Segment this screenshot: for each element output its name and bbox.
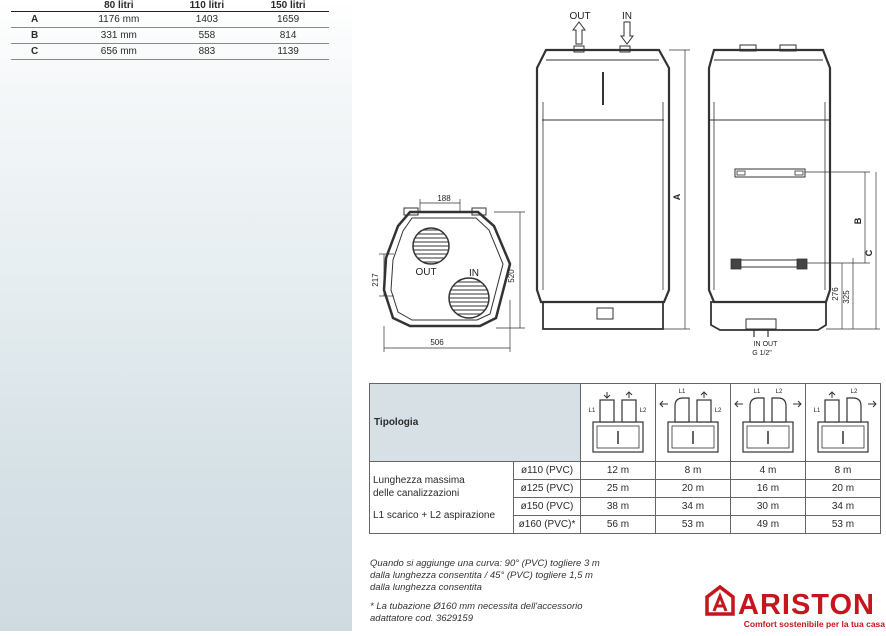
technical-drawing	[352, 0, 886, 380]
cell-110: 1403	[167, 12, 248, 28]
pipe-cell: ø125 (PVC)	[514, 480, 581, 498]
adapter-note-line-2: adattatore cod. 3629159	[370, 613, 474, 624]
typology-icon-1	[581, 384, 656, 462]
value-cell: 30 m	[731, 498, 806, 516]
value-cell: 25 m	[581, 480, 656, 498]
value-cell: 12 m	[581, 462, 656, 480]
header-80: 80 litri	[71, 0, 167, 12]
config-3-icon	[731, 384, 805, 458]
value-cell: 4 m	[731, 462, 806, 480]
side-view	[709, 45, 880, 337]
adapter-note-line-1: * La tubazione Ø160 mm necessita dell'accessorio	[370, 601, 583, 612]
header-150: 150 litri	[247, 0, 329, 12]
config-1-icon	[581, 384, 655, 458]
dimensions-header-row	[11, 0, 329, 12]
side-dim-b: B	[853, 217, 863, 225]
pipe-cell: ø150 (PVC)	[514, 498, 581, 516]
value-cell: 16 m	[731, 480, 806, 498]
header-110: 110 litri	[167, 0, 248, 12]
ariston-logo	[704, 584, 886, 631]
desc-spacer	[373, 500, 513, 509]
top-out-label: OUT	[415, 267, 437, 278]
value-cell: 53 m	[806, 516, 881, 534]
pipe-cell: ø160 (PVC)*	[514, 516, 581, 534]
left-panel	[0, 0, 352, 631]
table-row	[11, 12, 329, 28]
curve-note-line-1: Quando si aggiunge una curva: 90° (PVC) togliere 3 m	[370, 558, 600, 569]
cell-80: 331 mm	[71, 28, 167, 44]
config-4-icon	[806, 384, 880, 458]
cell-150: 1659	[247, 12, 329, 28]
value-cell: 53 m	[656, 516, 731, 534]
value-cell: 38 m	[581, 498, 656, 516]
row-label: C	[11, 44, 71, 60]
cell-110: 558	[167, 28, 248, 44]
desc-line-2: delle canalizzazioni	[373, 487, 460, 499]
typology-header: Tipologia	[370, 384, 581, 462]
desc-line-3: L1 scarico + L2 aspirazione	[373, 509, 496, 521]
dimensions-table	[11, 0, 329, 60]
front-out-label: OUT	[569, 11, 591, 22]
curve-note	[370, 558, 660, 594]
top-dim-520: 520	[507, 269, 516, 283]
value-cell: 49 m	[731, 516, 806, 534]
top-dim-188: 188	[437, 194, 451, 203]
table-row	[370, 462, 881, 480]
top-view	[379, 199, 525, 352]
typology-icon-4	[806, 384, 881, 462]
table-row	[11, 28, 329, 44]
brand-name: ARISTON	[738, 589, 875, 621]
side-out-label: OUT	[762, 341, 778, 348]
row-label: B	[11, 28, 71, 44]
pipe-cell: ø110 (PVC)	[514, 462, 581, 480]
config-1-l1: L1	[588, 408, 596, 414]
typology-icon-2	[656, 384, 731, 462]
curve-note-line-2: dalla lunghezza consentita / 45° (PVC) togliere 1,5 m	[370, 570, 593, 581]
top-in-label: IN	[469, 268, 479, 279]
value-cell: 56 m	[581, 516, 656, 534]
value-cell: 8 m	[806, 462, 881, 480]
adapter-note	[370, 601, 660, 625]
front-view	[537, 22, 690, 329]
curve-note-line-3: dalla lunghezza consentita	[370, 582, 482, 593]
front-dim-a: A	[672, 193, 682, 201]
top-dim-217: 217	[371, 273, 380, 287]
table-row	[11, 44, 329, 60]
row-label: A	[11, 12, 71, 28]
typology-table	[369, 383, 881, 534]
cell-150: 814	[247, 28, 329, 44]
config-3-l1: L1	[753, 389, 761, 395]
value-cell: 20 m	[806, 480, 881, 498]
side-thread-label: G 1/2"	[752, 350, 772, 357]
top-dim-506: 506	[430, 338, 444, 347]
value-cell: 34 m	[806, 498, 881, 516]
value-cell: 34 m	[656, 498, 731, 516]
side-dim-276: 276	[831, 287, 840, 301]
header-empty	[11, 0, 71, 12]
config-1-l2: L2	[639, 408, 647, 414]
config-2-l1: L1	[678, 389, 686, 395]
config-2-l2: L2	[714, 408, 722, 414]
typology-icon-3	[731, 384, 806, 462]
side-dim-c: C	[864, 249, 874, 257]
value-cell: 20 m	[656, 480, 731, 498]
ariston-house-icon	[704, 584, 886, 631]
typology-header-row	[370, 384, 881, 462]
config-4-l2: L2	[850, 389, 858, 395]
side-in-label: IN	[753, 341, 761, 348]
side-dim-325: 325	[842, 290, 851, 304]
cell-110: 883	[167, 44, 248, 60]
config-2-icon	[656, 384, 730, 458]
cell-150: 1139	[247, 44, 329, 60]
desc-line-1: Lunghezza massima	[373, 474, 465, 486]
typology-description	[370, 462, 514, 534]
cell-80: 1176 mm	[71, 12, 167, 28]
value-cell: 8 m	[656, 462, 731, 480]
front-in-label: IN	[622, 11, 632, 22]
cell-80: 656 mm	[71, 44, 167, 60]
config-3-l2: L2	[775, 389, 783, 395]
config-4-l1: L1	[813, 408, 821, 414]
brand-tagline: Comfort sostenibile per la tua casa	[743, 619, 885, 629]
